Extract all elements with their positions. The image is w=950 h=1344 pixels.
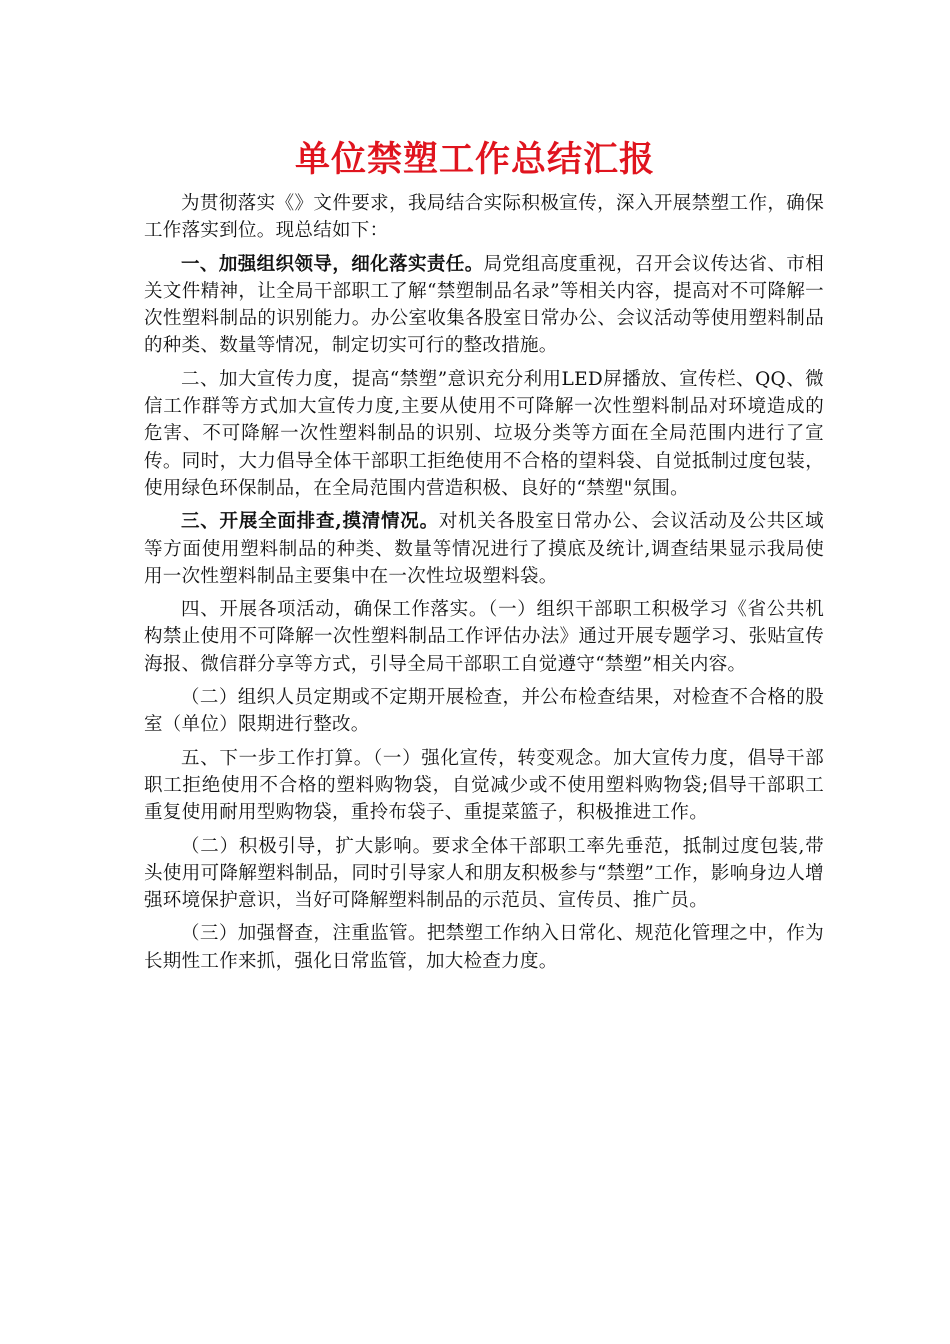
paragraph-text: 局党组高度重视，召开会议传达省、市相关文件精神，让全局干部职工了解“禁塑制品名录”等相关内容，提高对不可降解一次性塑料制品的识别能力。办公室收集各股室日常办公、会议活动等使用塑料制品的种类、数量等情况，制定切实可行的整改措施。: [144, 253, 824, 357]
paragraph-text: （三）加强督查，注重监管。把禁塑工作纳入日常化、规范化管理之中，作为长期性工作来抓，强化日常监管，加大检查力度。: [144, 923, 824, 972]
paragraph-text: 为贯彻落实《》文件要求，我局结合实际积极宣传，深入开展禁塑工作，确保工作落实到位。现总结如下：: [144, 193, 824, 242]
paragraph-section-5: [144, 745, 824, 827]
document-body: [144, 190, 824, 981]
paragraph-text: （二）组织人员定期或不定期开展检查，并公布检查结果，对检查不合格的股室（单位）限期进行整改。: [144, 687, 824, 736]
paragraph-section-4: [144, 596, 824, 678]
paragraph-text: 二、加大宣传力度，提高“禁塑”意识充分利用LED屏播放、宣传栏、QQ、微信工作群等方式加大宣传力度,主要从使用不可降解一次性塑料制品对环境造成的危害、不可降解一次性塑料制品的识别、垃圾分类等方面在全局范围内进行了宣传。同时，大力倡导全体干部职工拒绝使用不合格的望料袋、自觉抵制过度包装，使用绿色环保制品，在全局范围内营造积极、良好的“禁塑"氛围。: [144, 368, 824, 499]
paragraph-section-1: [144, 251, 824, 360]
paragraph-section-5-sub-2: [144, 833, 824, 915]
paragraph-text: （二）积极引导，扩大影响。要求全体干部职工率先垂范，抵制过度包装,带头使用可降解塑料制品，同时引导家人和朋友积极参与“禁塑”工作，影响身边人增强环境保护意识，当好可降解塑料制品的示范员、宣传员、推广员。: [144, 835, 824, 912]
paragraph-section-2: [144, 366, 824, 502]
paragraph-section-4-sub-2: [144, 684, 824, 739]
paragraph-text: 对机关各股室日常办公、会议活动及公共区域等方面使用塑料制品的种类、数量等情况进行了摸底及统计,调查结果显示我局使用一次性塑料制品主要集中在一次性垃圾塑料袋。: [144, 511, 824, 587]
paragraph-lead: 一、加强组织领导，细化落实责任。: [181, 253, 484, 275]
paragraph-text: 四、开展各项活动，确保工作落实。（一）组织干部职工积极学习《省公共机构禁止使用不可降解一次性塑料制品工作评估办法》通过开展专题学习、张贴宣传海报、微信群分享等方式，引导全局干部职工自觉遵守“禁塑”相关内容。: [144, 599, 824, 675]
paragraph-section-3: [144, 508, 824, 590]
paragraph-text: 五、下一步工作打算。（一）强化宣传，转变观念。加大宣传力度，倡导干部职工拒绝使用不合格的塑料购物袋，自觉减少或不使用塑料购物袋;倡导干部职工重复使用耐用型购物袋，重拎布袋子、重提菜篮子，积极推进工作。: [144, 747, 824, 824]
paragraph-section-5-sub-3: [144, 920, 824, 975]
paragraph-lead: 三、开展全面排查,摸清情况。: [181, 511, 439, 533]
paragraph-intro: [144, 190, 824, 245]
document-title: 单位禁塑工作总结汇报: [294, 140, 655, 180]
